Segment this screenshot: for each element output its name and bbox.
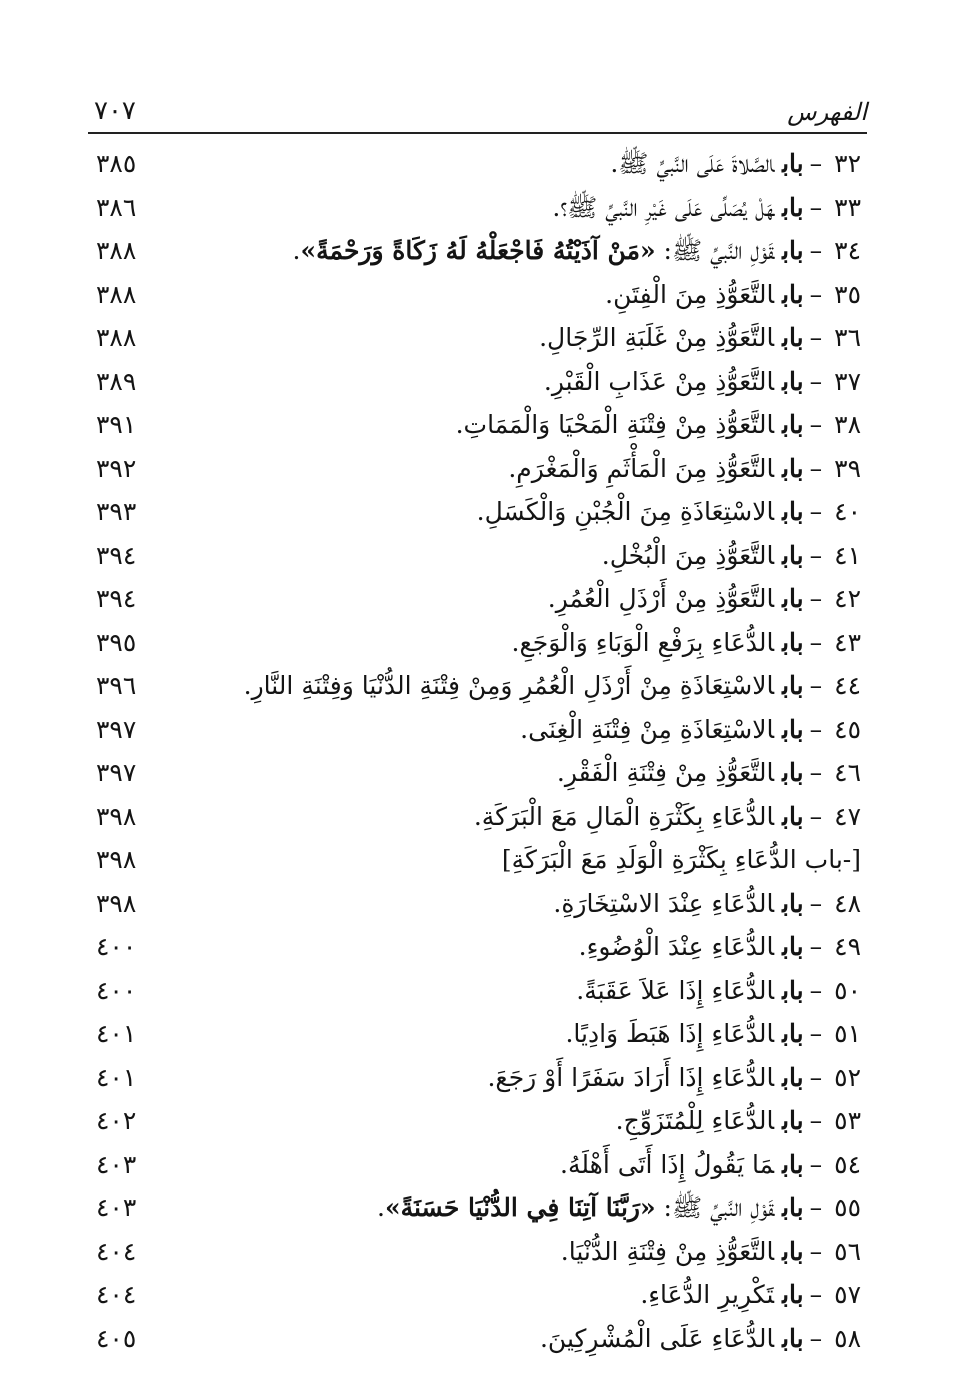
toc-row	[88, 1319, 861, 1363]
bab-keyword: باب	[782, 192, 804, 222]
toc-row	[88, 1188, 861, 1232]
chapter-title: [-باب الدُّعَاءِ بِكَثْرَةِ الْوَلَدِ مَعَ الْبَرَكَةِ]	[501, 845, 861, 874]
bab-keyword: باب	[782, 1019, 804, 1048]
chapter-title: الدُّعَاءِ بِكَثْرَةِ الْمَالِ مَعَ الْبَرَكَةِ.	[473, 801, 775, 831]
chapter-title: قَوْلِ النَّبيِّ ﷺ:	[655, 236, 775, 265]
chapter-number: ٤١	[834, 540, 861, 570]
toc-row	[88, 318, 861, 362]
toc-row	[88, 884, 861, 928]
toc-row	[88, 1232, 861, 1276]
toc-entry	[616, 1105, 861, 1137]
toc-row	[88, 971, 861, 1015]
toc-entry	[377, 1192, 861, 1224]
chapter-number: ٣٧	[834, 366, 861, 396]
chapter-number: ٣٩	[834, 453, 861, 483]
toc-entry	[502, 844, 861, 876]
chapter-title: تَكْرِيرِ الدُّعَاءِ.	[640, 1280, 775, 1309]
toc-row	[88, 1275, 861, 1319]
dash-separator: –	[809, 1019, 823, 1048]
chapter-quote: «مَنْ آذَيْتُهُ فَاجْعَلْهُ لَهُ زَكَاةً وَرَحْمَةً»	[300, 236, 656, 265]
chapter-title: التَّعَوُّذِ مِنْ غَلَبَةِ الرِّجَالِ.	[539, 323, 775, 352]
chapter-number: ٤٦	[834, 758, 861, 787]
chapter-number: ٣٦	[834, 323, 861, 352]
bab-keyword: باب	[782, 236, 804, 265]
chapter-title: الاسْتِعَاذَةِ مِنْ أَرْذَلِ الْعُمُرِ وَمِنْ فِتْنَةِ الدُّنْيَا وَفِتْنَةِ النَّارِ.	[243, 671, 775, 700]
toc-entry	[552, 192, 861, 224]
toc-entry	[293, 235, 861, 267]
chapter-number: ٥٨	[834, 1323, 861, 1353]
chapter-number: ٤٤	[834, 671, 861, 700]
toc-entry	[548, 583, 861, 615]
toc-row	[88, 275, 861, 319]
toc-page-number: ٣٩٤	[96, 540, 137, 570]
toc-row	[88, 1145, 861, 1189]
toc-page-number: ٣٨٦	[96, 192, 137, 222]
bab-keyword: باب	[782, 758, 804, 787]
toc-page-number: ٣٩٧	[96, 758, 137, 787]
chapter-title: التَّعَوُّذِ مِنَ الْبُخْلِ.	[601, 540, 775, 570]
toc-entry	[487, 1062, 861, 1094]
bab-keyword: باب	[782, 1149, 804, 1179]
toc-page-number: ٣٨٨	[96, 279, 137, 309]
toc-entry	[605, 279, 861, 311]
dash-separator: –	[809, 149, 823, 178]
toc-entry	[579, 931, 861, 963]
dash-separator: –	[809, 1062, 823, 1092]
chapter-title: التَّعَوُّذِ مِنَ الْمَأْثَمِ وَالْمَغْرَمِ.	[508, 453, 775, 483]
chapter-title: هَلْ يُصَلِّى عَلَى غَيْرِ النَّبيِّ ﷺ؟.	[552, 192, 775, 222]
toc-page-number: ٤٠٣	[96, 1149, 137, 1179]
toc-page-number: ٣٩٨	[96, 888, 137, 918]
toc-page-number: ٣٩٤	[96, 584, 137, 613]
toc-row	[88, 362, 861, 406]
toc-page-number: ٤٠١	[96, 1019, 137, 1048]
bab-keyword: باب	[782, 1280, 804, 1309]
dash-separator: –	[809, 323, 823, 352]
chapter-title: قَوْلِ النَّبيِّ ﷺ:	[655, 1193, 775, 1222]
toc-entry	[520, 714, 861, 746]
bab-keyword: باب	[782, 888, 804, 918]
bab-keyword: باب	[782, 627, 804, 657]
chapter-title-end: .	[292, 236, 301, 265]
toc-page-number: ٤٠١	[96, 1062, 137, 1092]
bab-keyword: باب	[782, 1236, 804, 1266]
toc-page-number: ٣٨٩	[96, 366, 137, 396]
dash-separator: –	[809, 627, 823, 657]
dash-separator: –	[809, 1236, 823, 1266]
toc-row	[88, 927, 861, 971]
chapter-number: ٤٠	[834, 497, 861, 526]
page-header	[88, 92, 867, 134]
dash-separator: –	[809, 410, 823, 439]
toc-entry	[553, 888, 861, 920]
chapter-title: التَّعَوُّذِ مِنْ فِتْنَةِ الدُّنْيَا.	[560, 1236, 775, 1266]
toc-row	[88, 623, 861, 667]
toc-entry	[640, 1279, 861, 1311]
table-of-contents	[88, 144, 861, 1362]
toc-row	[88, 231, 861, 275]
dash-separator: –	[809, 236, 823, 265]
toc-row	[88, 840, 861, 884]
chapter-title: التَّعَوُّذِ مِنْ عَذَابِ الْقَبْرِ.	[543, 366, 775, 396]
dash-separator: –	[809, 758, 823, 787]
toc-row	[88, 797, 861, 841]
toc-page-number: ٣٩٧	[96, 714, 137, 744]
chapter-number: ٥٢	[834, 1062, 861, 1092]
chapter-title: مَا يَقُولُ إِذَا أَتَى أَهْلَهُ.	[560, 1149, 775, 1179]
toc-page-number: ٣٩٥	[96, 627, 137, 657]
chapter-title: الاسْتِعَاذَةِ مِنْ فِتْنَةِ الْغِنَى.	[520, 714, 775, 744]
toc-row	[88, 666, 861, 710]
bab-keyword: باب	[782, 149, 804, 178]
dash-separator: –	[809, 453, 823, 483]
toc-entry	[512, 627, 861, 659]
chapter-number: ٥٣	[834, 1106, 861, 1135]
bab-keyword: باب	[782, 932, 804, 961]
bab-keyword: باب	[782, 1193, 804, 1222]
dash-separator: –	[809, 1280, 823, 1309]
dash-separator: –	[809, 192, 823, 222]
chapter-title: التَّعَوُّذِ مِنَ الْفِتَنِ.	[605, 279, 775, 309]
toc-page-number: ٣٨٥	[96, 149, 137, 178]
chapter-number: ٤٨	[834, 888, 861, 918]
chapter-title-end: .	[377, 1193, 385, 1222]
page-number: ٧٠٧	[94, 96, 136, 126]
dash-separator: –	[809, 932, 823, 961]
chapter-number: ٤٩	[834, 932, 861, 961]
bab-keyword: باب	[782, 410, 804, 439]
toc-entry	[544, 366, 861, 398]
chapter-title: الدُّعَاءِ إِذَا هَبَطَ وَادِيًا.	[565, 1019, 775, 1048]
bab-keyword: باب	[782, 279, 804, 309]
chapter-number: ٥٧	[834, 1280, 861, 1309]
toc-entry	[560, 1149, 861, 1181]
bab-keyword: باب	[782, 584, 804, 613]
toc-entry	[602, 540, 861, 572]
bab-keyword: باب	[782, 801, 804, 831]
bab-keyword: باب	[782, 540, 804, 570]
dash-separator: –	[809, 1106, 823, 1135]
chapter-number: ٣٨	[834, 410, 861, 439]
chapter-title: الدُّعَاءِ عِنْدَ الْوُضُوءِ.	[578, 932, 775, 961]
dash-separator: –	[809, 1149, 823, 1179]
running-title: الفهرس	[787, 98, 867, 126]
toc-page-number: ٤٠٠	[96, 975, 137, 1005]
toc-page-number: ٣٨٨	[96, 323, 137, 352]
toc-row	[88, 1101, 861, 1145]
chapter-title: التَّعَوُّذِ مِنْ فِتْنَةِ الْفَقْرِ.	[556, 758, 775, 787]
bab-keyword: باب	[782, 497, 804, 526]
chapter-number: ٣٥	[834, 279, 861, 309]
toc-entry	[477, 496, 861, 528]
toc-row	[88, 492, 861, 536]
chapter-title: الدُّعَاءِ إِذَا أَرَادَ سَفَرًا أَوْ رَجَعَ.	[487, 1062, 775, 1092]
chapter-number: ٤٢	[834, 584, 861, 613]
toc-row	[88, 188, 861, 232]
toc-row	[88, 579, 861, 623]
dash-separator: –	[809, 975, 823, 1005]
chapter-title: الدُّعَاءِ عِنْدَ الاسْتِخَارَةِ.	[553, 888, 775, 918]
toc-page-number: ٤٠٠	[96, 932, 137, 961]
dash-separator: –	[809, 1193, 823, 1222]
toc-row	[88, 144, 861, 188]
chapter-title: الدُّعَاءِ إِذَا عَلاَ عَقَبَةً.	[576, 975, 775, 1005]
dash-separator: –	[809, 540, 823, 570]
bab-keyword: باب	[782, 1106, 804, 1135]
toc-page-number: ٣٩٢	[96, 453, 137, 483]
toc-entry	[561, 1236, 861, 1268]
toc-entry	[540, 1323, 861, 1355]
toc-row	[88, 1014, 861, 1058]
dash-separator: –	[809, 714, 823, 744]
toc-row	[88, 405, 861, 449]
bab-keyword: باب	[782, 1323, 804, 1353]
toc-page-number: ٤٠٤	[96, 1280, 137, 1309]
toc-page-number: ٣٩١	[96, 410, 137, 439]
chapter-quote: «رَبَّنَا آتِنَا فِي الدُّنْيَا حَسَنَةً»	[384, 1193, 656, 1222]
bab-keyword: باب	[782, 1062, 804, 1092]
dash-separator: –	[809, 279, 823, 309]
chapter-title: الدُّعَاءِ لِلْمُتَزَوِّجِ.	[615, 1106, 775, 1135]
toc-row	[88, 710, 861, 754]
chapter-number: ٣٢	[834, 149, 861, 178]
chapter-title: التَّعَوُّذِ مِنْ فِتْنَةِ الْمَحْيَا وَالْمَمَاتِ.	[455, 410, 775, 439]
toc-page-number: ٤٠٣	[96, 1193, 137, 1222]
chapter-number: ٤٣	[834, 627, 861, 657]
chapter-title: الدُّعَاءِ عَلَى الْمُشْرِكِينَ.	[539, 1323, 775, 1353]
toc-page-number: ٤٠٥	[96, 1323, 137, 1353]
chapter-number: ٤٧	[834, 801, 861, 831]
toc-row	[88, 536, 861, 580]
bab-keyword: باب	[782, 714, 804, 744]
toc-entry	[539, 322, 861, 354]
toc-entry	[610, 148, 861, 180]
toc-entry	[244, 670, 861, 702]
toc-entry	[565, 1018, 861, 1050]
dash-separator: –	[809, 801, 823, 831]
dash-separator: –	[809, 888, 823, 918]
toc-page-number: ٣٩٦	[96, 671, 137, 700]
dash-separator: –	[809, 497, 823, 526]
bab-keyword: باب	[782, 975, 804, 1005]
bab-keyword: باب	[782, 323, 804, 352]
chapter-number: ٣٣	[834, 192, 861, 222]
toc-page-number: ٤٠٤	[96, 1236, 137, 1266]
chapter-number: ٤٥	[834, 714, 861, 744]
toc-page-number: ٣٩٣	[96, 497, 137, 526]
chapter-title: الصَّلاةَ عَلَى النَّبيِّ ﷺ.	[610, 149, 775, 178]
chapter-number: ٥٤	[834, 1149, 861, 1179]
chapter-title: الدُّعَاءِ بِرَفْعِ الْوَبَاءِ وَالْوَجَعِ.	[511, 627, 775, 657]
chapter-number: ٥٥	[834, 1193, 861, 1222]
chapter-number: ٥٦	[834, 1236, 861, 1266]
chapter-number: ٣٤	[834, 236, 861, 265]
dash-separator: –	[809, 584, 823, 613]
toc-entry	[456, 409, 861, 441]
chapter-title: الاسْتِعَاذَةِ مِنَ الْجُبْنِ وَالْكَسَلِ.	[476, 497, 775, 526]
toc-page-number: ٣٨٨	[96, 236, 137, 265]
toc-entry	[508, 453, 861, 485]
dash-separator: –	[809, 671, 823, 700]
chapter-title: التَّعَوُّذِ مِنْ أَرْذَلِ الْعُمُرِ.	[547, 584, 775, 613]
toc-entry	[474, 801, 861, 833]
toc-entry	[557, 757, 861, 789]
bab-keyword: باب	[782, 366, 804, 396]
toc-page-number: ٣٩٨	[96, 845, 137, 874]
bab-keyword: باب	[782, 671, 804, 700]
toc-entry	[576, 975, 861, 1007]
chapter-number: ٥٠	[834, 975, 861, 1005]
toc-row	[88, 1058, 861, 1102]
dash-separator: –	[809, 366, 823, 396]
dash-separator: –	[809, 1323, 823, 1353]
chapter-number: ٥١	[834, 1019, 861, 1048]
toc-page-number: ٤٠٢	[96, 1106, 137, 1135]
toc-row	[88, 753, 861, 797]
bab-keyword: باب	[782, 453, 804, 483]
toc-page-number: ٣٩٨	[96, 801, 137, 831]
toc-row	[88, 449, 861, 493]
